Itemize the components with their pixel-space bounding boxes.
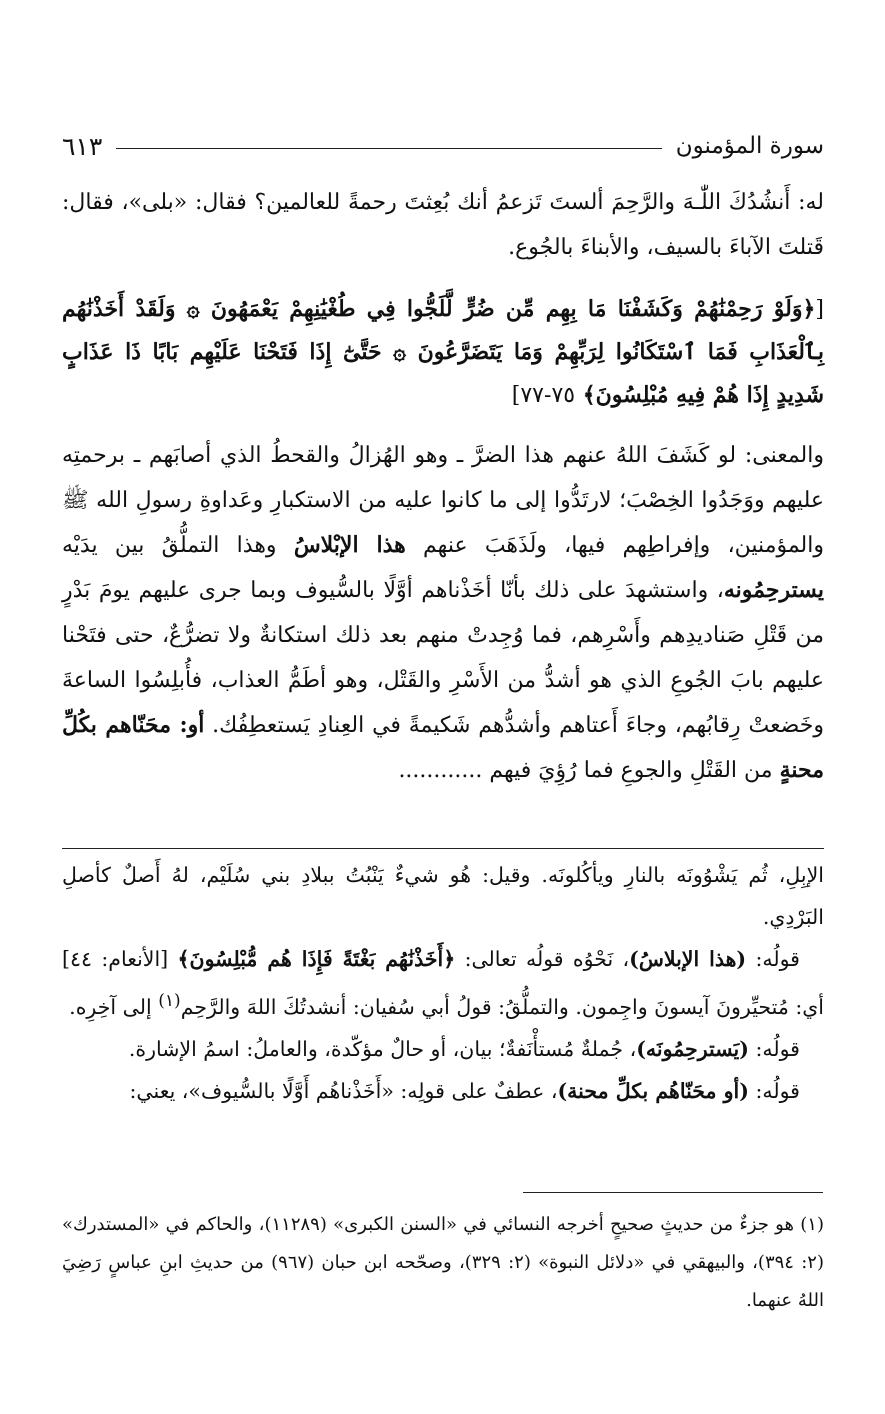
footnote-section (62, 1206, 824, 1320)
commentary-paragraph-1: الإبِلِ، ثُم يَشْوُونَه بالنارِ ويأكُلونَه. وقيل: هُو شيءٌ يَنْبُتُ ببلادِ بني سُلَيْم، لهُ أَصلٌ كأصلِ البَرْدِي. (62, 863, 824, 929)
c2-text-3: إلى آخِرِه. (69, 994, 152, 1019)
surah-name: سورة المؤمنون (675, 133, 824, 159)
commentary-section (62, 854, 824, 1112)
commentary-paragraph-3 (62, 1028, 824, 1070)
page-header (62, 124, 824, 168)
verse-text: ﴿وَلَوْ رَحِمْنَٰهُمْ وَكَشَفْنَا مَا بِهِم مِّن ضُرٍّ لَّلَجُّوا فِي طُغْيَٰنِهِمْ يَعْمَهُونَ ۞ وَلَقَدْ أَخَذْنَٰهُم بِٱلْعَذَابِ فَمَا ٱسْتَكَانُوا لِرَبِّهِمْ وَمَا يَتَضَرَّعُونَ ۞ حَتَّىٰٓ إِذَا فَتَحْنَا عَلَيْهِم بَابًا ذَا عَذَابٍ شَدِيدٍ إِذَا هُمْ فِيهِ مُبْلِسُونَ﴾ (62, 296, 824, 408)
c2-intro: قولُه: (755, 947, 800, 971)
c2-quote: ﴿أَخَذْنَٰهُم بَغْتَةً فَإِذَا هُم مُّبْلِسُونَ﴾ (177, 947, 456, 971)
c3-intro: قولُه: (755, 1036, 800, 1061)
main-paragraph-1: له: أَنشُدُكَ اللّٰـهَ والرَّحِمَ ألستَ تَزعمُ أنك بُعِثتَ رحمةً للعالمين؟ فقال: «بلى»، فقال: قَتلتَ الآباءَ بالسيف، والأبناءَ بالجُوع. (62, 190, 824, 260)
footnote-marker-ref[interactable]: (١) (158, 991, 181, 1011)
para2-text-4: من القَتْلِ والجوعِ فما رُؤِيَ فيهم ............ (398, 758, 773, 783)
para2-bold-3: أو: محَنّاهم بكُلِّ محنةٍ (62, 712, 824, 783)
quran-verse (62, 288, 824, 417)
commentary-paragraph-4 (62, 1070, 824, 1112)
para2-text-2: وهذا التملُّقُ بين يدَيْه (62, 533, 277, 558)
footnote-1 (62, 1206, 824, 1320)
page-number: ٦١٣ (62, 131, 103, 161)
verse-open-bracket: [ (815, 297, 824, 322)
c3-bold: (يَسترحِمُونَه) (636, 1036, 749, 1061)
main-text (62, 180, 824, 793)
verse-reference: ٧٥-٧٧] (511, 383, 576, 408)
c4-intro: قولُه: (755, 1078, 800, 1103)
main-paragraph-2 (62, 433, 824, 793)
c2-text-1: ، نَحْوُه قولُه تعالى: (464, 947, 630, 971)
c4-bold: (أو محَنّاهُم بكلِّ محنة) (557, 1078, 749, 1103)
c4-text: ، عطفٌ على قولِه: «أَخَذْناهُم أَوَّلًا بالسُّيوف»، يعني: (129, 1078, 558, 1103)
header-rule (116, 148, 661, 149)
c2-reference: [الأنعام: ٤٤] (62, 947, 169, 971)
para2-bold-2: يسترحِمُونه (723, 577, 824, 603)
c2-text-2: أي: مُتحيِّرونَ آيسونَ واجِمون. والتملُّقُ: قولُ أبي سُفيان: أنشدتُكَ اللهَ والرَّحِم (180, 994, 824, 1019)
para2-text-3: ، واستشهدَ على ذلك بأنّا أخَذْناهم أوَّلًا بالسُّيوف وبما جرى عليهم يومَ بَدْرٍ من قَتْلِ صَناديدِهم وأَسْرِهم، فما وُجِدتْ منهم بعد ذلك استكانةٌ ولا تضرُّعٌ، حتى فتَحْنا عليهم بابَ الجُوعِ الذي هو أشدُّ من الأَسْرِ والقَتْل، وهو أطَمُّ العذاب، فأُبلِسُوا الساعةَ وخَضعتْ رِقابُهم، وجاءَ أَعتاهم وأشدُّهم شَكيمةً في العِنادِ يَستعطِفُك. (62, 578, 824, 738)
para2-bold-1: هذا الإبْلاسُ (293, 532, 406, 558)
c3-text: ، جُملةٌ مُستأْنَفةٌ؛ بيان، أو حالٌ مؤكّدة، والعاملُ: اسمُ الإشارة. (128, 1036, 637, 1061)
c2-bold: (هذا الإبلاسُ) (629, 947, 747, 971)
footnote-text: هو جزءٌ من حديثٍ صحيحٍ أخرجه النسائي في «السنن الكبرى» (١١٢٨٩)، والحاكم في «المستدرك» (٢: ٣٩٤)، والبيهقي في «دلائل النبوة» (٢: ٣٢٩)، وصحّحه ابن حبان (٩٦٧) من حديثِ ابنِ عباسٍ رَضِيَ اللهُ عنهما. (62, 1214, 824, 1311)
main-separator-rule (62, 848, 824, 849)
commentary-paragraph-2 (62, 938, 824, 1028)
footnote-marker: (١) (800, 1214, 824, 1235)
footnote-separator-rule (523, 1192, 823, 1193)
para2-text-1: والمعنى: لو كَشَفَ اللهُ عنهم هذا الضرَّ ـ وهو الهُزالُ والقحطُ الذي أصابَهم ـ برحمتِه عليهم ووَجَدُوا الخِصْبَ؛ لارتَدُّوا إلى ما كانوا عليه من الاستكبارِ وعَداوةِ رسولِ الله ﷺ والمؤمنين، وإفراطِهم فيها، ولَذَهَبَ عنهم (62, 443, 824, 558)
